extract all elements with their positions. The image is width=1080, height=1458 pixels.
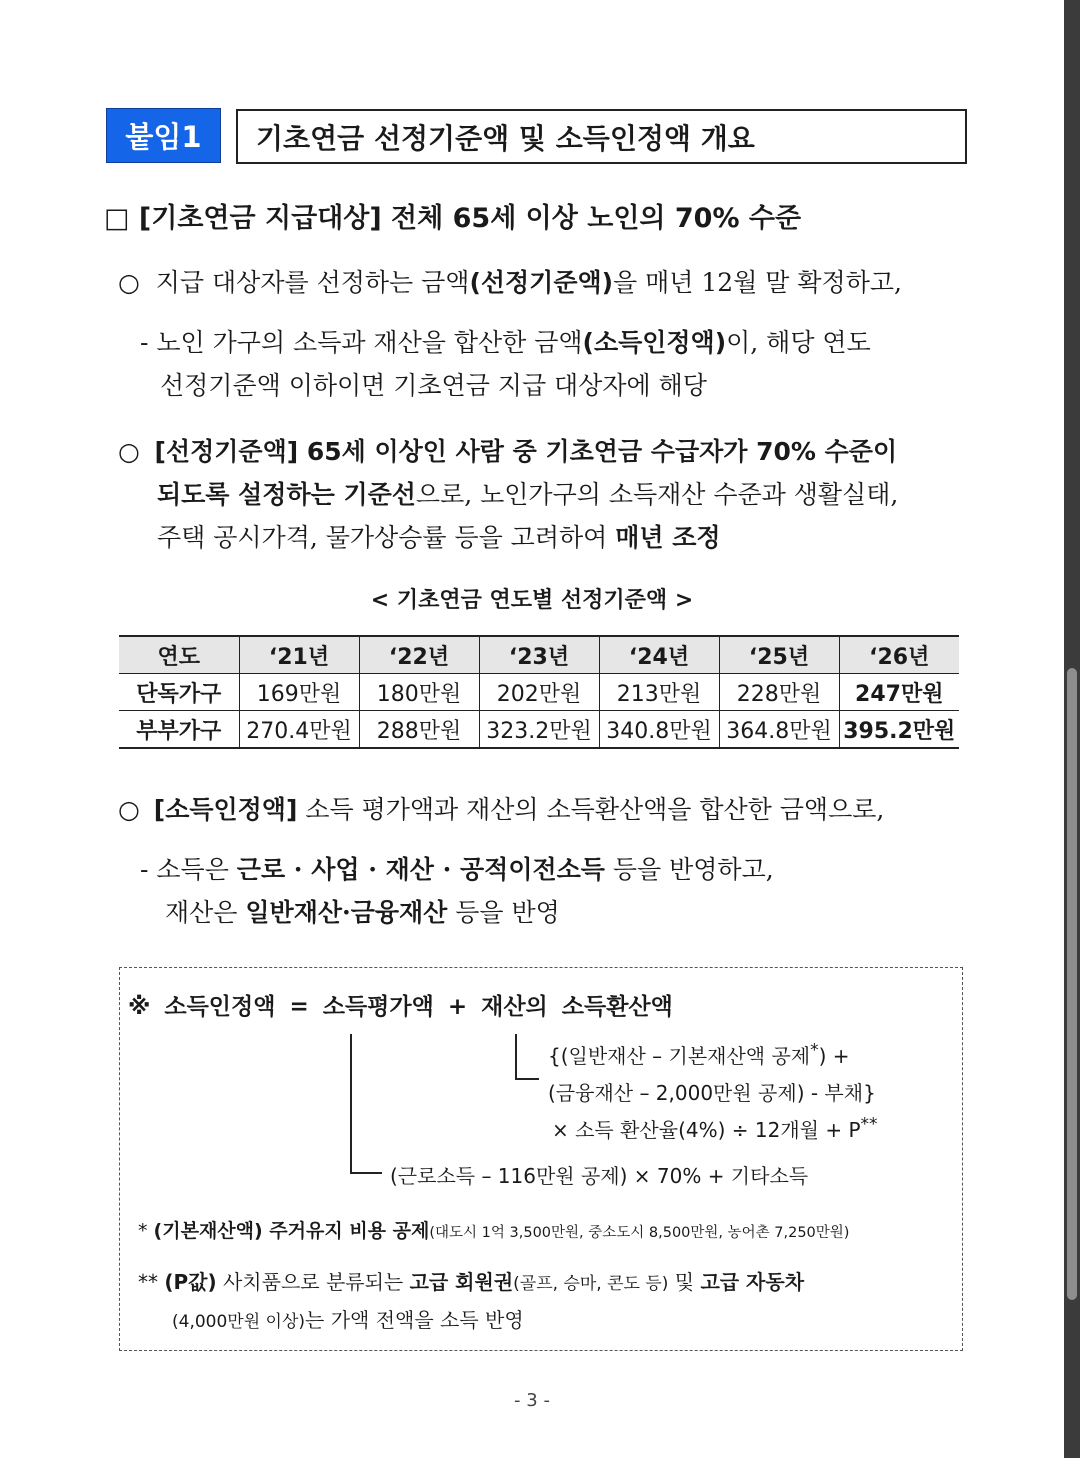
table-cell: 단독가구 [119,674,239,711]
footnote-1-bold: (기본재산액) 주거유지 비용 공제 [153,1220,430,1242]
table-header-cell: 연도 [119,636,239,674]
p3sub-pre: - 소득은 [140,855,237,884]
table-cell: 288만원 [359,711,479,749]
footnote-marker: ** [138,1270,158,1294]
paragraph-1 [118,263,902,299]
table-cell: 247만원 [839,674,959,711]
formula-main: ※ 소득인정액 = 소득평가액 + 재산의 소득환산액 [128,994,673,1020]
table-header-cell: ‘24년 [599,636,719,674]
circle-bullet: ○ [118,437,140,466]
p2-line1-text: [선정기준액] 65세 이상인 사람 중 기초연금 수급자가 70% 수준이 [154,437,898,466]
footnote-marker: ** [860,1114,878,1135]
p3-bold: [소득인정액] [153,795,298,824]
asset-formula-line1-end: ) + [818,1044,850,1068]
connector-line [515,1078,539,1080]
table-cell: 323.2만원 [479,711,599,749]
footnote-2-line2 [172,1304,524,1333]
paragraph-2-line1 [118,432,897,468]
asset-formula-line2: (금융재산 – 2,000만원 공제) - 부채} [548,1081,876,1105]
table-cell: 213만원 [599,674,719,711]
p3sub-post2: 등을 반영 [447,898,560,927]
p3sub-pre2: 재산은 [165,898,246,927]
asset-formula-line1 [548,1040,850,1069]
table-cell: 169만원 [239,674,359,711]
table-header-cell: ‘23년 [479,636,599,674]
footnote-1 [138,1216,849,1243]
p1-text-bold: (선정기준액) [469,268,614,297]
criteria-table [119,635,959,749]
scrollbar-thumb[interactable] [1067,668,1077,1300]
footnote-2-line2-detail: (4,000만원 이상) [172,1312,306,1332]
connector-line [350,1034,352,1174]
footnote-2-line2-text: 는 가액 전액을 소득 반영 [305,1308,524,1332]
table-cell: 202만원 [479,674,599,711]
table-row [119,711,959,749]
footnote-2-bold2: 고급 회원권 [409,1270,514,1294]
asset-formula-line3-text: × 소득 환산율(4%) ÷ 12개월 + P [552,1118,861,1142]
circle-bullet: ○ [118,795,140,824]
income-formula-line: (근로소득 – 116만원 공제) × 70% + 기타소득 [390,1164,809,1188]
p1-text-post: 을 매년 12월 말 확정하고, [613,268,902,297]
paragraph-3 [118,790,884,826]
footnote-2-mid2: 및 [668,1270,701,1294]
p2-line3-bold: 매년 조정 [615,523,721,552]
footnote-marker: * [138,1220,148,1242]
connector-line [350,1172,382,1174]
footnote-marker: * [810,1040,819,1061]
paragraph-1-sub-line2: 선정기준액 이하이면 기초연금 지급 대상자에 해당 [160,371,707,400]
footnote-1-detail: (대도시 1억 3,500만원, 중소도시 8,500만원, 농어촌 7,250만원) [429,1225,850,1241]
connector-line [515,1034,517,1080]
paragraph-1-sub [140,323,871,359]
p1sub-bold: (소득인정액) [582,328,727,357]
p3sub-bold1: 근로 · 사업 · 재산 · 공적이전소득 [236,855,605,884]
table-cell: 395.2만원 [839,711,959,749]
footnote-2-bold1: (P값) [164,1270,217,1294]
checkbox-bullet: □ [104,203,130,234]
asset-formula-line3 [552,1114,878,1143]
p2-line2-bold: 되도록 설정하는 기준선 [157,480,416,509]
p3sub-bold2: 일반재산·금융재산 [245,898,448,927]
asset-formula-line1-text: {(일반재산 – 기본재산액 공제 [548,1044,811,1068]
table-cell: 180만원 [359,674,479,711]
circle-bullet: ○ [118,268,140,297]
table-cell: 부부가구 [119,711,239,749]
table-cell: 270.4만원 [239,711,359,749]
table-cell: 364.8만원 [719,711,839,749]
p3sub-post1: 등을 반영하고, [604,855,774,884]
table-cell: 340.8만원 [599,711,719,749]
footnote-2-bold3: 고급 자동차 [700,1270,805,1294]
paragraph-3-sub-line2 [165,893,560,929]
footnote-2-detail: (골프, 승마, 콘도 등) [513,1274,669,1294]
page-number: - 3 - [514,1390,550,1411]
paragraph-3-sub-line1 [140,850,774,886]
table-row [119,674,959,711]
page-title: 기초연금 선정기준액 및 소득인정액 개요 [236,109,967,164]
p2-line3-pre: 주택 공시가격, 물가상승률 등을 고려하여 [157,523,616,552]
table-header-cell: ‘25년 [719,636,839,674]
p1sub-pre: - 노인 가구의 소득과 재산을 합산한 금액 [140,328,583,357]
table-header-row [119,636,959,674]
footnote-2-mid: 사치품으로 분류되는 [216,1270,410,1294]
table-caption: < 기초연금 연도별 선정기준액 > [370,588,694,613]
section-heading [104,196,801,235]
p3-post: 소득 평가액과 재산의 소득환산액을 합산한 금액으로, [297,795,885,824]
paragraph-2-line2 [157,475,898,511]
footnote-2-line1 [138,1266,804,1295]
table-header-cell: ‘21년 [239,636,359,674]
table-cell: 228만원 [719,674,839,711]
p1-text-pre: 지급 대상자를 선정하는 금액 [155,268,470,297]
paragraph-2-line3 [157,518,721,554]
p2-line2-post: 으로, 노인가구의 소득재산 수준과 생활실태, [415,480,899,509]
section-heading-text: [기초연금 지급대상] 전체 65세 이상 노인의 70% 수준 [138,203,802,234]
attachment-badge: 붙임1 [106,108,221,163]
table-header-cell: ‘22년 [359,636,479,674]
table-header-cell: ‘26년 [839,636,959,674]
p1sub-post: 이, 해당 연도 [726,328,871,357]
